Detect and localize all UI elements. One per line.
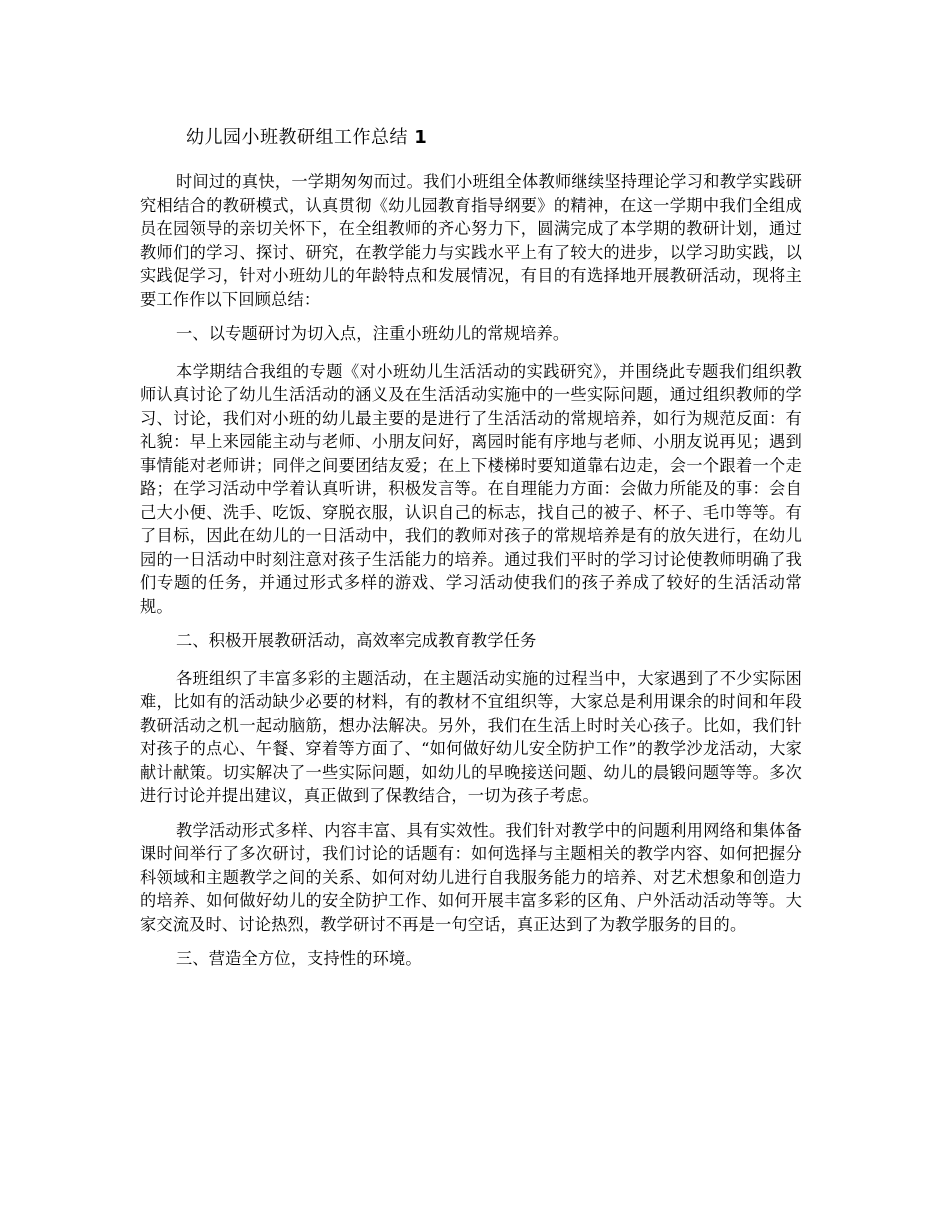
intro-paragraph: 时间过的真快，一学期匆匆而过。我们小班组全体教师继续坚持理论学习和教学实践研究相结合的教研模式，认真贯彻《幼儿园教育指导纲要》的精神，在这一学期中我们全组成员在园领导的亲切关怀下，在全组教师的齐心努力下，圆满完成了本学期的教研计划，通过教师们的学习、探讨、研究，在教学能力与实践水平上有了较大的进步，以学习助实践，以实践促学习，针对小班幼儿的年龄特点和发展情况，有目的有选择地开展教研活动，现将主要工作作以下回顾总结： (140, 172, 802, 309)
document-title (186, 124, 802, 152)
section-1-paragraph: 本学期结合我组的专题《对小班幼儿生活活动的实践研究》，并围绕此专题我们组织教师认真讨论了幼儿生活活动的涵义及在生活活动实施中的一些实际问题，通过组织教师的学习、讨论，我们对小班的幼儿最主要的是进行了生活活动的常规培养，如行为规范反面：有礼貌：早上来园能主动与老师、小朋友问好，离园时能有序地与老师、小朋友说再见；遇到事情能对老师讲；同伴之间要团结友爱；在上下楼梯时要知道靠右边走，会一个跟着一个走路；在学习活动中学着认真听讲，积极发言等。在自理能力方面：会做力所能及的事：会自己大小便、洗手、吃饭、穿脱衣服，认识自己的标志，找自己的被子、杯子、毛巾等等。有了目标，因此在幼儿的一日活动中，我们的教师对孩子的常规培养是有的放矢进行，在幼儿园的一日活动中时刻注意对孩子生活能力的培养。通过我们平时的学习讨论使教师明确了我们专题的任务，并通过形式多样的游戏、学习活动使我们的孩子养成了较好的生活活动常规。 (140, 361, 802, 616)
section-heading-3: 三、营造全方位，支持性的环境。 (176, 949, 422, 968)
section-heading-1: 一、以专题研讨为切入点，注重小班幼儿的常规培养。 (176, 324, 570, 343)
section-heading-2: 二、积极开展教研活动，高效率完成教育教学任务 (176, 631, 537, 650)
section-2-paragraph-1: 各班组织了丰富多彩的主题活动，在主题活动实施的过程当中，大家遇到了不少实际困难，比如有的活动缺少必要的材料，有的教材不宜组织等，大家总是利用课余的时间和年段教研活动之机一起动脑筋，想办法解决。另外，我们在生活上时时关心孩子。比如，我们针对孩子的点心、午餐、穿着等方面了、“如何做好幼儿安全防护工作”的教学沙龙活动，大家献计献策。切实解决了一些实际问题，如幼儿的早晚接送问题、幼儿的晨锻问题等等。多次进行讨论并提出建议，真正做到了保教结合，一切为孩子考虑。 (140, 668, 802, 805)
document-title-number: 1 (414, 127, 428, 148)
document-page (140, 124, 802, 985)
document-title-text: 幼儿园小班教研组工作总结 (186, 127, 408, 148)
section-2-paragraph-2: 教学活动形式多样、内容丰富、具有实效性。我们针对教学中的问题利用网络和集体备课时间举行了多次研讨，我们讨论的话题有：如何选择与主题相关的教学内容、如何把握分科领域和主题教学之间的关系、如何对幼儿进行自我服务能力的培养、对艺术想象和创造力的培养、如何做好幼儿的安全防护工作、如何开展丰富多彩的区角、户外活动活动等等。大家交流及时、讨论热烈，教学研讨不再是一句空话，真正达到了为教学服务的目的。 (140, 820, 802, 934)
